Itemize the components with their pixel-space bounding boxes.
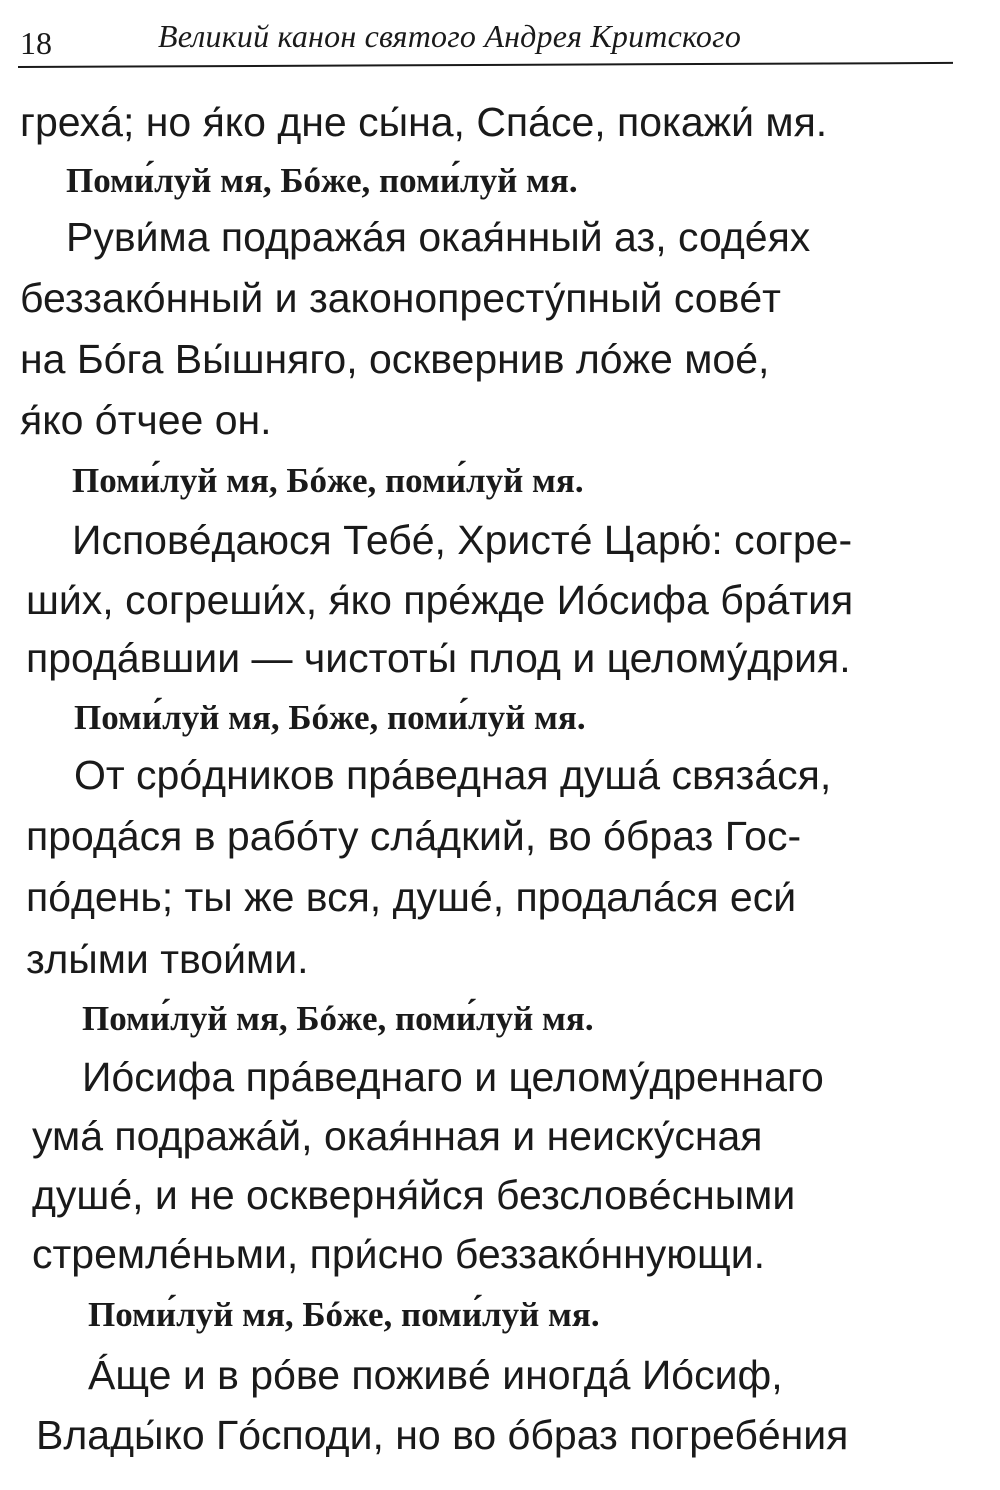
verse-line: стремлéньми, при́сно беззакóннующи.	[32, 1231, 766, 1277]
verse-line: Влады́ко Гóсподи, но во óбраз погребéния	[36, 1412, 849, 1458]
verse-line: Руви́ма подражáя окая́нный аз, содéях	[66, 214, 811, 260]
verse-line: ши́х, согреши́х, я́ко прéжде Иóсифа брáтия	[26, 577, 854, 623]
page-number: 18	[20, 25, 52, 61]
running-title: Великий канон святого Андрея Критского	[158, 18, 742, 54]
verse-line: Исповéдаюся Тебé, Христé Царю́: согре-	[72, 517, 853, 563]
refrain-line: Поми́луй мя, Бóже, поми́луй мя.	[72, 461, 584, 500]
refrain-line: Поми́луй мя, Бóже, поми́луй мя.	[88, 1295, 600, 1334]
verse-line: на Бóга Вы́шняго, осквернив лóже моé,	[20, 336, 770, 382]
refrain-line: Поми́луй мя, Бóже, поми́луй мя.	[74, 698, 586, 737]
verse-line: злы́ми твои́ми.	[26, 936, 309, 982]
verse-line: Иóсифа прáведнаго и целому́дреннаго	[82, 1054, 824, 1100]
verse-line: беззакóнный и законопресту́пный совéт	[20, 275, 781, 321]
verse-line: продáся в рабóту слáдкий, во óбраз Гос-	[26, 813, 802, 859]
refrain-line: Поми́луй мя, Бóже, поми́луй мя.	[82, 999, 594, 1038]
verse-line: Áще и в рóве поживé иногдá Иóсиф,	[88, 1352, 783, 1398]
refrain-line: Поми́луй мя, Бóже, поми́луй мя.	[66, 161, 578, 200]
verse-line: я́ко óтчее он.	[20, 397, 272, 443]
verse-line: От срóдников прáведная душá связáся,	[74, 752, 832, 798]
verse-line: грехá; но я́ко дне сы́на, Спáсе, покажи́ мя.	[20, 99, 828, 145]
verse-line: умá подражáй, окая́нная и неиску́сная	[32, 1113, 763, 1159]
verse-line: пóдень; ты же вся, душé, продалáся еси́	[26, 874, 797, 920]
verse-line: продáвшии — чистоты́ плод и целому́дрия.	[26, 635, 851, 681]
verse-line: душé, и не оскверня́йся безсловéсными	[32, 1172, 796, 1218]
